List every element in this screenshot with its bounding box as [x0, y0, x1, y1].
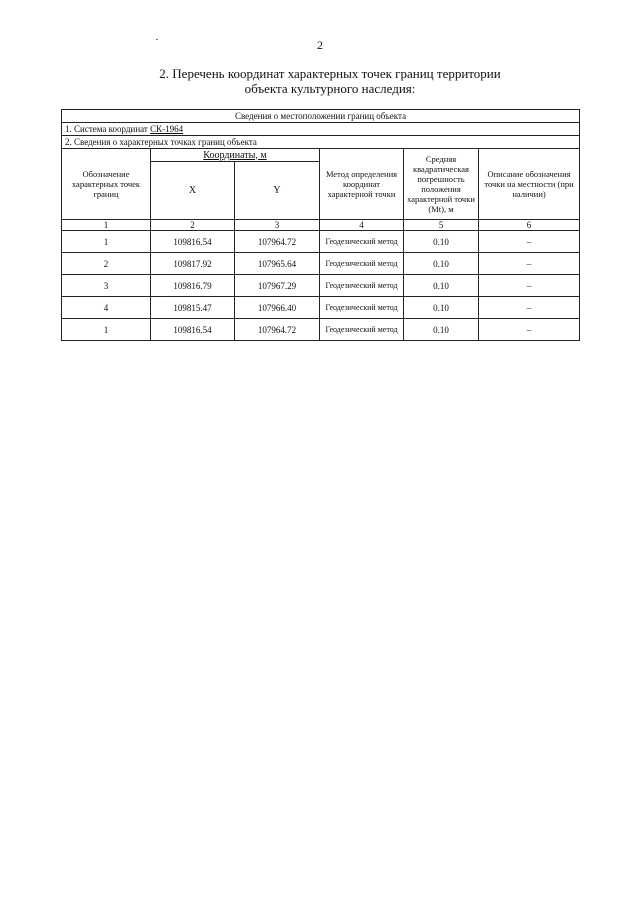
- cell-description: –: [479, 319, 580, 341]
- column-number: 1: [62, 220, 151, 231]
- coordinate-system-name: СК-1964: [150, 123, 184, 134]
- scan-speck: [156, 39, 158, 40]
- table-row: [62, 253, 580, 275]
- cell-y: 107964.72: [235, 319, 320, 341]
- cell-point: 4: [62, 297, 151, 319]
- coordinate-system-label: 1. Система координат: [65, 123, 148, 134]
- cell-method: Геодезический метод: [320, 297, 404, 319]
- table-row: [62, 231, 580, 253]
- section-title: [110, 66, 550, 96]
- cell-y: 107967.29: [235, 275, 320, 297]
- table-row: [62, 297, 580, 319]
- table-caption: Сведения о местоположении границ объекта: [62, 110, 580, 123]
- cell-point: 1: [62, 319, 151, 341]
- cell-y: 107966.40: [235, 297, 320, 319]
- header-method: Метод определения координат характерной точки: [320, 149, 404, 220]
- cell-x: 109816.54: [151, 231, 235, 253]
- table-row: [62, 275, 580, 297]
- cell-error: 0.10: [404, 297, 479, 319]
- cell-method: Геодезический метод: [320, 253, 404, 275]
- column-number: 4: [320, 220, 404, 231]
- cell-error: 0.10: [404, 231, 479, 253]
- cell-x: 109817.92: [151, 253, 235, 275]
- cell-description: –: [479, 253, 580, 275]
- cell-error: 0.10: [404, 253, 479, 275]
- section-title-line-1: 2. Перечень координат характерных точек границ территории: [159, 66, 501, 81]
- cell-y: 107964.72: [235, 231, 320, 253]
- coordinate-system-row: [62, 123, 580, 136]
- header-description: Описание обозначения точки на местности (при наличии): [479, 149, 580, 220]
- cell-x: 109815.47: [151, 297, 235, 319]
- cell-point: 3: [62, 275, 151, 297]
- header-designation: Обозначение характерных точек границ: [62, 149, 151, 220]
- cell-y: 107965.64: [235, 253, 320, 275]
- cell-point: 1: [62, 231, 151, 253]
- cell-x: 109816.54: [151, 319, 235, 341]
- coordinates-table: [61, 109, 580, 341]
- header-y: Y: [235, 162, 320, 220]
- table-row: [62, 319, 580, 341]
- header-x: X: [151, 162, 235, 220]
- column-number: 2: [151, 220, 235, 231]
- cell-method: Геодезический метод: [320, 231, 404, 253]
- cell-description: –: [479, 231, 580, 253]
- cell-description: –: [479, 275, 580, 297]
- page-number: 2: [317, 38, 323, 52]
- cell-description: –: [479, 297, 580, 319]
- cell-x: 109816.79: [151, 275, 235, 297]
- cell-method: Геодезический метод: [320, 275, 404, 297]
- section-title-line-2: объекта культурного наследия:: [244, 81, 416, 96]
- column-number: 6: [479, 220, 580, 231]
- header-coordinates: [151, 149, 320, 162]
- header-mean-error-label: Средняя квадратическая погрешность положения характерной точки (Mt), м: [407, 154, 475, 214]
- header-coordinates-label: Координаты, м: [203, 149, 267, 161]
- points-info-header: 2. Сведения о характерных точках границ объекта: [62, 136, 580, 149]
- column-number: 5: [404, 220, 479, 231]
- header-mean-error: [404, 149, 479, 220]
- column-number: 3: [235, 220, 320, 231]
- cell-error: 0.10: [404, 275, 479, 297]
- cell-point: 2: [62, 253, 151, 275]
- cell-method: Геодезический метод: [320, 319, 404, 341]
- cell-error: 0.10: [404, 319, 479, 341]
